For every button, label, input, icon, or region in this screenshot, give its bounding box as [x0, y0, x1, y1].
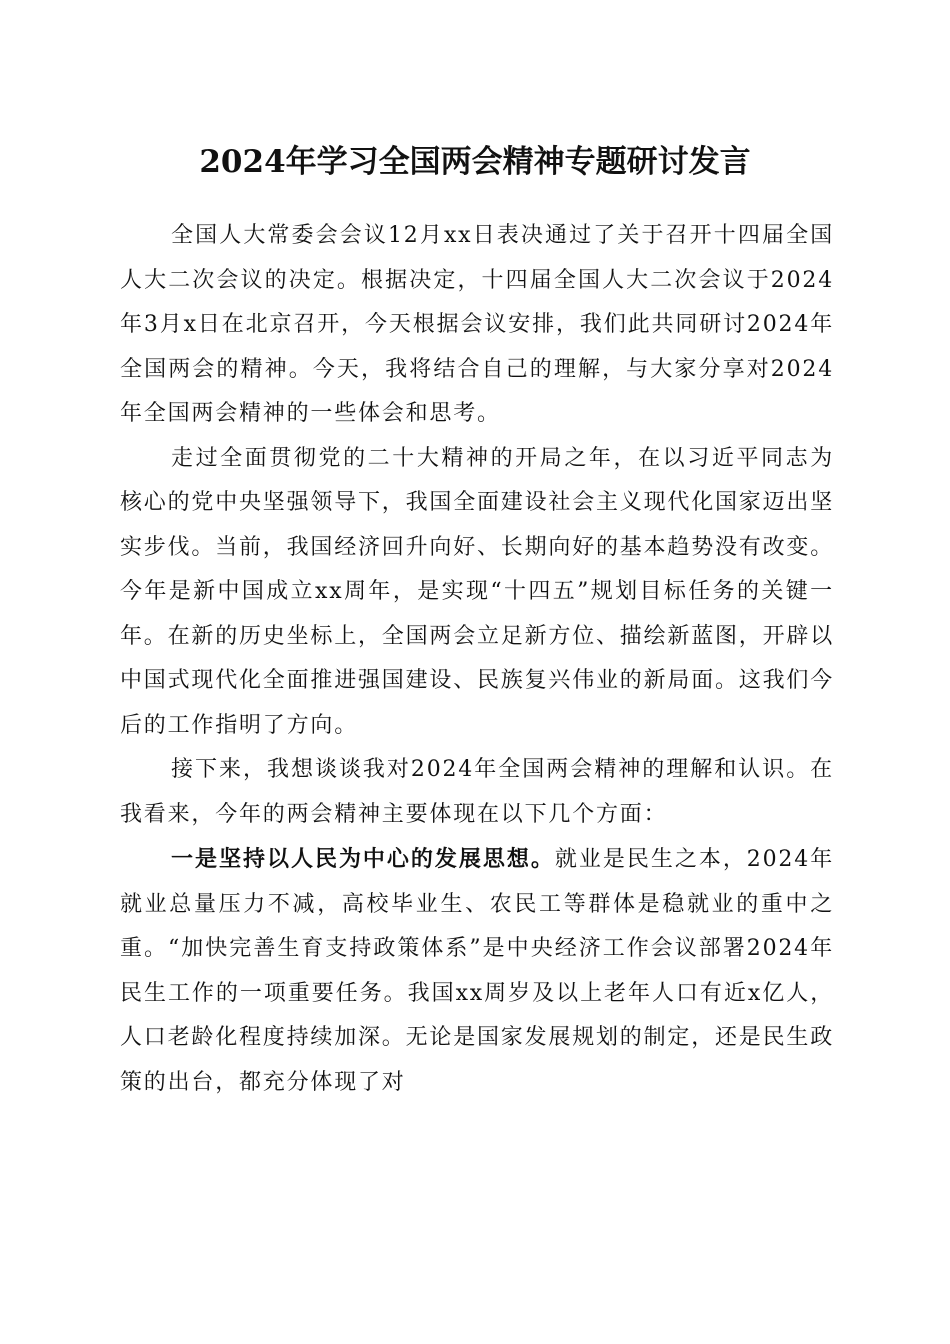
paragraph-text: 接下来，我想谈谈我对2024年全国两会精神的理解和认识。在我看来，今年的两会精神主要体现在以下几个方面： — [120, 757, 834, 827]
paragraph-text: 就业是民生之本，2024年就业总量压力不减，高校毕业生、农民工等群体是稳就业的重中之重。“加快完善生育支持政策体系”是中央经济工作会议部署2024年民生工作的一项重要任务。我国xx周岁及以上老年人口有近x亿人，人口老龄化程度持续加深。无论是国家发展规划的制定，还是民生政策的出台，都充分体现了对 — [120, 847, 835, 1095]
document-body — [120, 214, 834, 1105]
paragraph-lead-heading: 一是坚持以人民为中心的发展思想。 — [171, 846, 555, 872]
paragraph-2 — [120, 437, 834, 749]
paragraph-4 — [120, 837, 834, 1105]
paragraph-text: 走过全面贯彻党的二十大精神的开局之年，在以习近平同志为核心的党中央坚强领导下，我国全面建设社会主义现代化国家迈出坚实步伐。当前，我国经济回升向好、长期向好的基本趋势没有改变。今年是新中国成立xx周年，是实现“十四五”规划目标任务的关键一年。在新的历史坐标上，全国两会立足新方位、描绘新蓝图，开辟以中国式现代化全面推进强国建设、民族复兴伟业的新局面。这我们今后的工作指明了方向。 — [120, 445, 835, 738]
document-title: 2024年学习全国两会精神专题研讨发言 — [199, 144, 751, 180]
paragraph-3 — [120, 748, 834, 837]
paragraph-1 — [120, 214, 834, 437]
paragraph-text: 全国人大常委会会议12月xx日表决通过了关于召开十四届全国人大二次会议的决定。根据决定，十四届全国人大二次会议于2024年3月x日在北京召开，今天根据会议安排，我们此共同研讨2024年全国两会的精神。今天，我将结合自己的理解，与大家分享对2024年全国两会精神的一些体会和思考。 — [120, 223, 834, 426]
